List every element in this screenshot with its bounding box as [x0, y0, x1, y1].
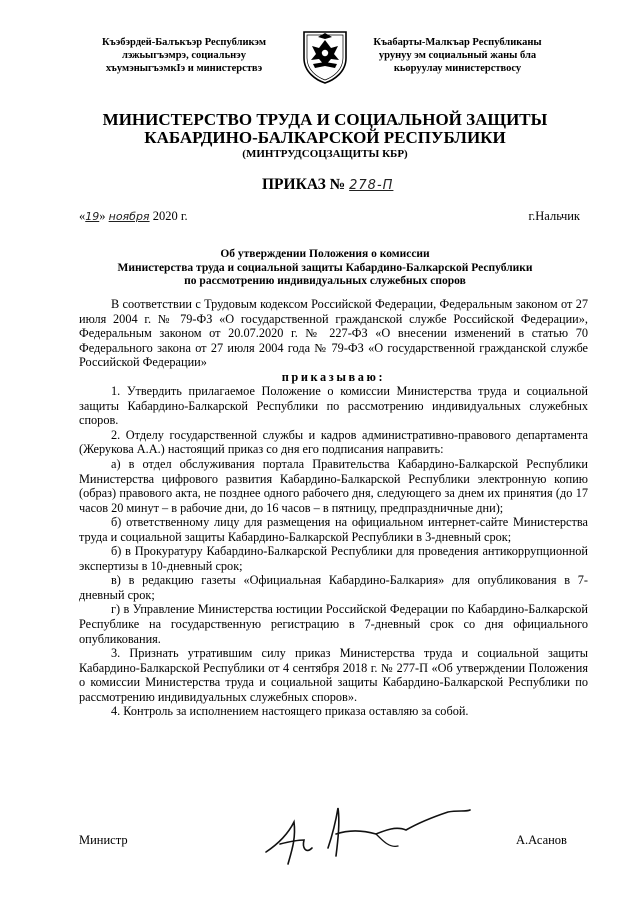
ministry-line: МИНИСТЕРСТВО ТРУДА И СОЦИАЛЬНОЙ ЗАЩИТЫ	[102, 110, 548, 129]
item-2v-paragraph: в) в редакцию газеты «Официальная Кабардино-Балкария» для опубликования в 7-дневный срок;	[79, 573, 588, 602]
header-left-line: лэжьыгъэмрэ, социальнэу	[122, 50, 246, 61]
date-year: 2020 г.	[152, 209, 188, 223]
document-title	[70, 248, 580, 289]
order-city: г.Нальчик	[528, 209, 580, 223]
header-right-line: кьоруулау министерствосу	[393, 63, 522, 74]
date-month: ноября	[108, 210, 150, 223]
handwritten-signature	[258, 800, 473, 868]
item-2g-paragraph: г) в Управление Министерства юстиции Российской Федерации по Кабардино-Балкарской Республике на государственную регистрацию в 7-дневный срок со дня официального опубликования.	[79, 602, 588, 646]
signatory-title: Министр	[79, 833, 128, 847]
ministry-name	[60, 111, 590, 147]
ministry-abbreviation: (МИНТРУДСОЦЗАЩИТЫ КБР)	[242, 148, 408, 160]
title-line: по рассмотрению индивидуальных служебных споров	[184, 275, 466, 288]
header-balkar	[350, 36, 565, 75]
item-2-paragraph: 2. Отделу государственной службы и кадров административно-правового департамента (Жерукова А.А.) настоящий приказ со дня его подписания направить:	[79, 427, 588, 457]
preamble-paragraph: В соответствии с Трудовым кодексом Российской Федерации, Федеральным законом от 27 июля 2004 г. № 79-ФЗ «О государственной гражданской службе Российской Федерации», Федеральным законом от 20.07.2020 г. № 227-ФЗ «О внесении изменений в статью 70 Федерального закона от 27 июля 2004 года № 79-ФЗ «О государственной гражданской службе Российской Федерации»	[79, 297, 588, 370]
date-open-quote: «	[79, 209, 86, 223]
document-body	[79, 297, 588, 719]
title-line: Об утверждении Положения о комиссии	[220, 248, 430, 260]
item-2a-paragraph: а) в отдел обслуживания портала Правительства Кабардино-Балкарской Республики Министерства цифрового развития Кабардино-Балкарской Республики электронную копию (образ) правового акта, не позднее одного рабочего дня, следующего за днем их принятия (до 17 часов 20 минут – в рабочие дни, до 16 часов – в пятницу, предпраздничные дни);	[79, 457, 588, 515]
header-kabardian	[79, 36, 289, 75]
coat-of-arms-emblem	[300, 28, 350, 84]
order-date	[79, 209, 188, 224]
header-left-line: хъумэныгъэмкIэ и министерствэ	[105, 63, 263, 74]
item-2b-paragraph: б) ответственному лицу для размещения на официальном интернет-сайте Министерства труда и социальной защиты Кабардино-Балкарской Республики в 3-дневный срок;	[79, 515, 588, 544]
date-close-quote: »	[99, 209, 106, 223]
header-left-line: Къэбэрдей-Балъкъэр Республикэм	[101, 37, 267, 48]
date-day: 19	[85, 210, 100, 223]
signatory-name: А.Асанов	[516, 833, 567, 847]
order-number: 278-П	[349, 178, 394, 193]
item-2b2-paragraph: б) в Прокуратуру Кабардино-Балкарской Республики для проведения антикоррупционной экспертизы в 10-дневный срок;	[79, 544, 588, 573]
item-3-paragraph: 3. Признать утратившим силу приказ Министерства труда и социальной защиты Кабардино-Балкарской Республики от 4 сентября 2018 г. № 277-П «Об утверждении Положения о комиссии Министерства труда и социальной защиты Кабардино-Балкарской Республики по рассмотрению индивидуальных служебных споров».	[79, 646, 588, 704]
order-label: ПРИКАЗ №	[262, 176, 346, 193]
item-4-paragraph: 4. Контроль за исполнением настоящего приказа оставляю за собой.	[111, 704, 469, 719]
order-heading	[262, 176, 393, 194]
ministry-line: КАБАРДИНО-БАЛКАРСКОЙ РЕСПУБЛИКИ	[144, 128, 506, 147]
header-right-line: урунуу эм социальный жаны бла	[378, 50, 537, 61]
title-line: Министерства труда и социальной защиты Кабардино-Балкарской Республики	[117, 261, 533, 274]
header-right-line: Къабарты-Малкъар Республиканы	[373, 37, 542, 48]
order-directive: приказываю:	[281, 369, 386, 384]
item-1-paragraph: 1. Утвердить прилагаемое Положение о комиссии Министерства труда и социальной защиты Кабардино-Балкарской Республики по рассмотрению индивидуальных служебных споров.	[79, 384, 588, 428]
